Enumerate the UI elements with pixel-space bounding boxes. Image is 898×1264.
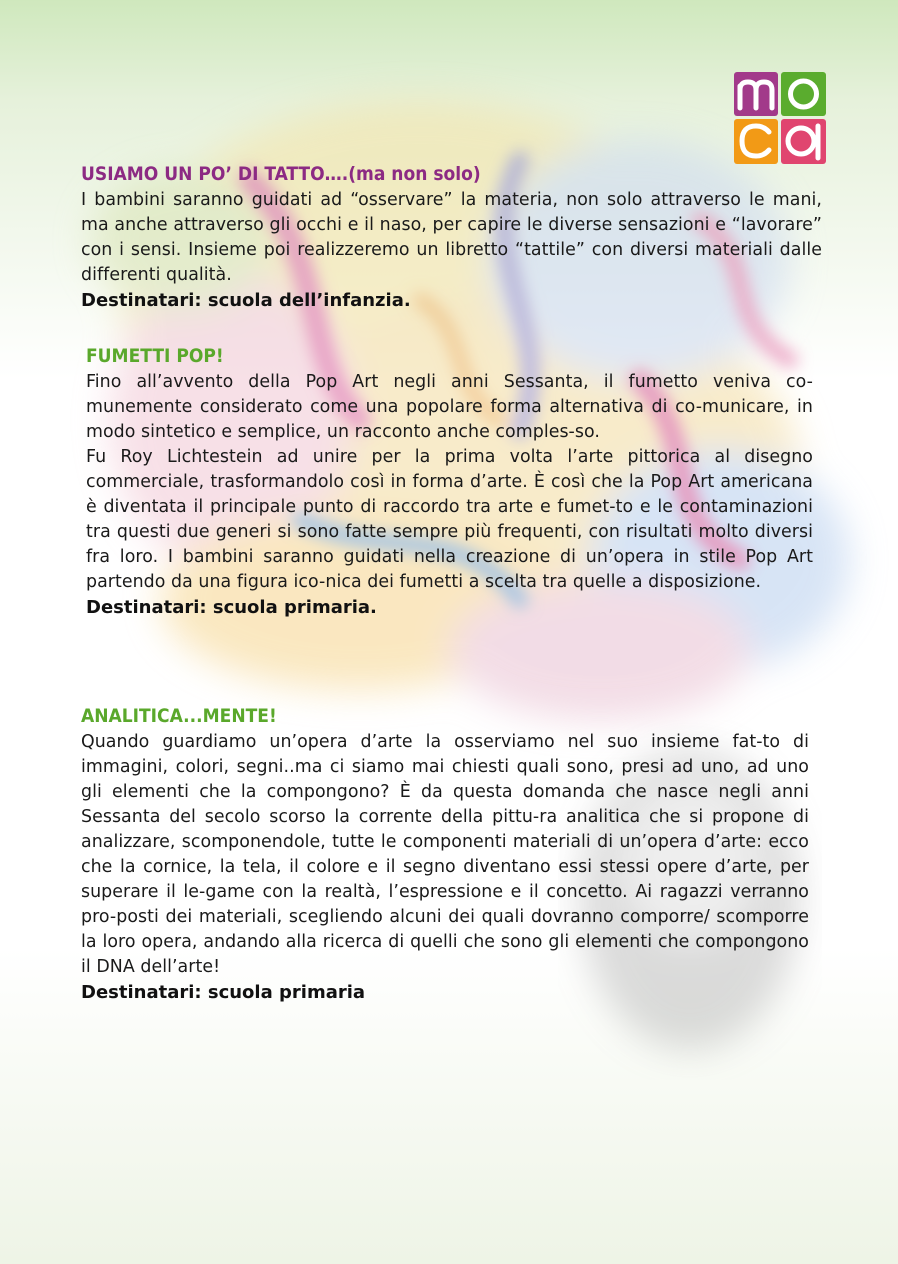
moca-logo xyxy=(734,72,826,164)
section-paragraph: Fino all’avvento della Pop Art negli anni Sessanta, il fumetto veniva co-munemente considerato come una popolare forma alternativa di co-municare, in modo sintetico e semplice, un racconto anche comples-so. xyxy=(86,372,813,442)
section-paragraph: I bambini saranno guidati ad “osservare” la materia, non solo attraverso le mani, ma anche attraverso gli occhi e il naso, per capire le diverse sensazioni e “lavorare” con i sensi. Insieme poi realizzeremo un libretto “tattile” con diversi materiali dalle differenti qualità. xyxy=(81,190,822,285)
section-audience: Destinatari: scuola primaria xyxy=(81,982,366,1003)
section-audience: Destinatari: scuola primaria. xyxy=(86,597,377,618)
section-tatto xyxy=(81,162,822,314)
section-title: ANALITICA...MENTE! xyxy=(81,705,277,727)
section-analitica xyxy=(81,704,809,1006)
section-title: FUMETTI POP! xyxy=(86,345,224,367)
section-paragraph: Fu Roy Lichtestein ad unire per la prima volta l’arte pittorica al disegno commerciale, trasformandolo così in forma d’arte. È così che la Pop Art americana è diventata il principale punto di raccordo tra arte e fumet-to e le contaminazioni tra questi due generi si sono fatte sempre più frequenti, con risultati molto diversi fra loro. I bambini saranno guidati nella creazione di un’opera in stile Pop Art partendo da una figura ico-nica dei fumetti a scelta tra quelle a disposizione. xyxy=(86,447,813,592)
section-paragraph: Quando guardiamo un’opera d’arte la osserviamo nel suo insieme fat-to di immagini, colori, segni..ma ci siamo mai chiesti quali sono, presi ad uno, ad uno gli elementi che la compongono? È da questa domanda che nasce negli anni Sessanta del secolo scorso la corrente della pittu-ra analitica che si propone di analizzare, scomponendole, tutte le componenti materiali di un’opera d’arte: ecco che la cornice, la tela, il colore e il segno diventano essi stessi opere d’arte, per superare il le-game con la realtà, l’espressione e il concetto. Ai ragazzi verranno pro-posti dei materiali, scegliendo alcuni dei quali dovranno comporre/ scomporre la loro opera, andando alla ricerca di quelli che sono gli elementi che compongono il DNA dell’arte! xyxy=(81,732,809,977)
section-title: USIAMO UN PO’ DI TATTO….(ma non solo) xyxy=(81,163,481,185)
section-fumetti xyxy=(86,344,813,621)
section-audience: Destinatari: scuola dell’infanzia. xyxy=(81,290,411,311)
